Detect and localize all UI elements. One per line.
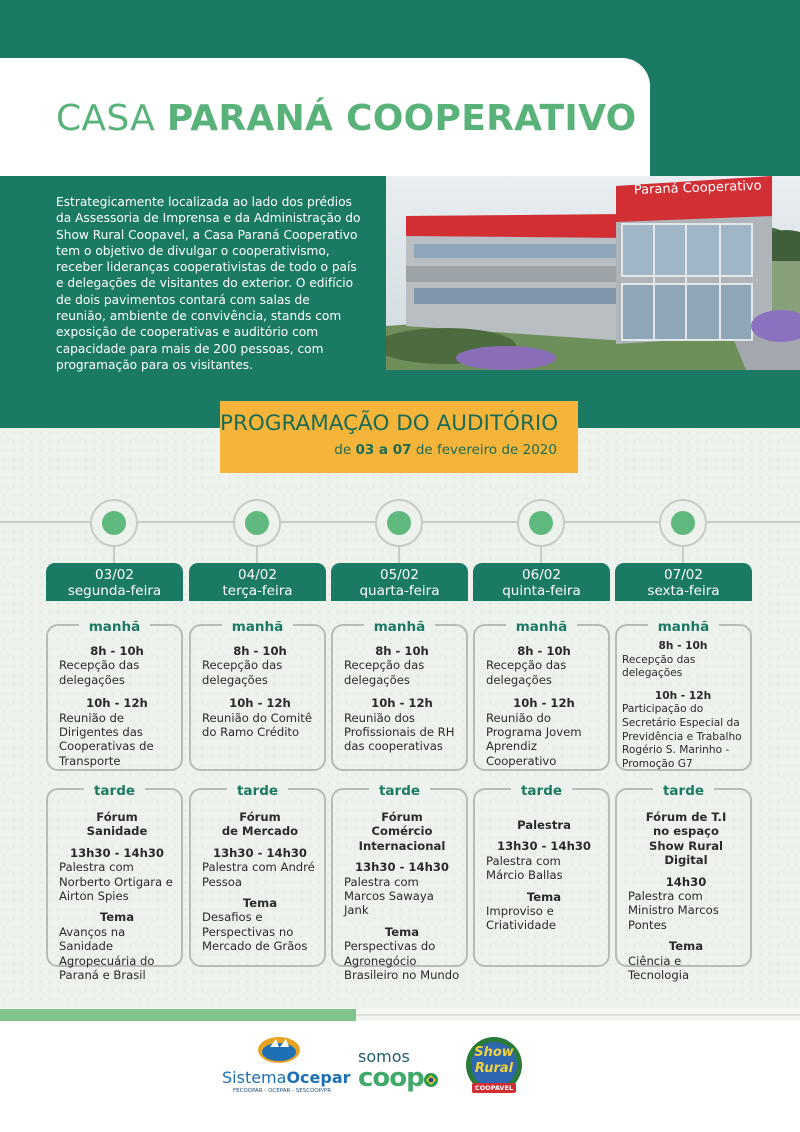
afternoon-talk: Palestra com Márcio Ballas	[486, 853, 563, 883]
afternoon-label: tarde	[369, 783, 430, 799]
somos-coop-logo	[358, 1043, 440, 1099]
show-rural-line2: Rural	[474, 1061, 514, 1076]
show-rural-banner: COOPAVEL	[474, 1084, 514, 1092]
program-banner	[220, 401, 578, 473]
morning-time-1: 8h - 10h	[658, 640, 708, 652]
building-illustration	[386, 176, 800, 370]
afternoon-talk: Palestra com Norberto Ortigara e Airton Spies	[59, 860, 173, 904]
morning-label: manhã	[79, 619, 151, 635]
afternoon-label: tarde	[511, 783, 572, 799]
day-weekday: terça-feira	[222, 583, 293, 599]
day-date: 03/02	[95, 567, 134, 583]
afternoon-time: 13h30 - 14h30	[70, 845, 164, 860]
morning-activity-2: Reunião dos Profissionais de RH das cooperativas	[344, 710, 455, 754]
program-sub-suffix: de fevereiro de 2020	[415, 442, 557, 458]
show-rural-line1: Show	[474, 1045, 514, 1060]
afternoon-panel	[473, 783, 610, 967]
morning-activity-2: Reunião de Dirigentes das Cooperativas de Transporte	[59, 710, 154, 768]
afternoon-panel	[615, 783, 752, 983]
footer-divider	[356, 1014, 800, 1016]
morning-time-1: 8h - 10h	[90, 644, 144, 658]
title-light: CASA	[56, 98, 156, 139]
morning-activity-2: Reunião do Comitê do Ramo Crédito	[202, 710, 312, 740]
afternoon-label: tarde	[84, 783, 145, 799]
show-rural-logo	[464, 1035, 524, 1105]
afternoon-talk: Palestra com Marcos Sawaya Jank	[344, 874, 434, 918]
footer-accent-bar	[0, 1009, 356, 1021]
ocepar-subtitle: FECOOPAR - OCEPAR - SESCOOP/PR	[232, 1088, 332, 1094]
morning-activity-1: Recepção das delegações	[344, 658, 425, 687]
day-header	[473, 563, 610, 601]
ocepar-emblem-icon	[256, 1035, 302, 1065]
morning-time-2: 10h - 12h	[229, 696, 291, 711]
brazil-flag-icon	[424, 1073, 438, 1087]
theme-text: Desafios e Perspectivas no Mercado de Grãos	[202, 910, 308, 954]
day-weekday: sexta-feira	[647, 583, 720, 599]
morning-label: manhã	[222, 619, 294, 635]
morning-panel	[473, 619, 610, 771]
theme-label: Tema	[384, 924, 420, 939]
afternoon-label: tarde	[227, 783, 288, 799]
theme-text: Improviso e Criatividade	[486, 904, 556, 933]
morning-activity-1: Recepção das delegações	[59, 658, 140, 687]
timeline-connector	[256, 546, 258, 563]
theme-label: Tema	[526, 889, 562, 904]
morning-time-2: 10h - 12h	[86, 696, 148, 711]
afternoon-heading: Fórum de Mercado	[221, 810, 299, 839]
afternoon-time: 13h30 - 14h30	[213, 845, 307, 860]
morning-activity-1: Recepção das delegações	[486, 658, 567, 687]
page-title	[56, 98, 637, 139]
program-sub-dates: 03 a 07	[355, 442, 412, 458]
sistema-ocepar-logo	[222, 1035, 351, 1105]
afternoon-time: 13h30 - 14h30	[355, 860, 449, 875]
afternoon-label: tarde	[653, 783, 714, 799]
theme-text: Ciência e Tecnologia	[628, 953, 690, 983]
timeline-marker-icon	[517, 499, 565, 547]
afternoon-talk: Palestra com André Pessoa	[202, 860, 315, 889]
coop-text: coop	[358, 1063, 424, 1093]
theme-label: Tema	[668, 939, 704, 954]
afternoon-time: 14h30	[665, 874, 707, 889]
timeline-connector	[113, 546, 115, 563]
morning-time-1: 8h - 10h	[233, 644, 287, 658]
program-sub-prefix: de	[334, 442, 352, 458]
timeline-marker-icon	[90, 499, 138, 547]
morning-label: manhã	[364, 619, 436, 635]
ocepar-name-bold: Ocepar	[286, 1068, 351, 1087]
ocepar-name-light: Sistema	[222, 1068, 287, 1087]
timeline-marker-icon	[233, 499, 281, 547]
day-date: 06/02	[522, 567, 561, 583]
day-header	[331, 563, 468, 601]
timeline-marker-icon	[659, 499, 707, 547]
afternoon-heading: Fórum Sanidade	[86, 810, 148, 839]
program-title: PROGRAMAÇÃO DO AUDITÓRIO	[220, 411, 559, 436]
morning-label: manhã	[648, 619, 720, 635]
afternoon-panel	[189, 783, 326, 967]
morning-panel	[615, 619, 752, 771]
day-weekday: quinta-feira	[502, 583, 581, 599]
morning-time-1: 8h - 10h	[517, 644, 571, 658]
afternoon-panel	[46, 783, 183, 983]
afternoon-heading: Fórum de T.I no espaço Show Rural Digital	[645, 810, 727, 868]
day-date: 07/02	[664, 567, 703, 583]
afternoon-heading: Palestra	[517, 818, 571, 832]
theme-label: Tema	[242, 896, 278, 911]
morning-time-1: 8h - 10h	[375, 644, 429, 658]
building-photo	[386, 176, 800, 370]
timeline-connector	[682, 546, 684, 563]
day-date: 05/02	[380, 567, 419, 583]
timeline-marker-icon	[375, 499, 423, 547]
morning-activity-1: Recepção das delegações	[202, 658, 283, 687]
day-weekday: quarta-feira	[359, 583, 440, 599]
afternoon-heading: Fórum Comércio Internacional	[358, 810, 446, 853]
morning-time-2: 10h - 12h	[371, 696, 433, 711]
morning-activity-2: Participação do Secretário Especial da Previdência e Trabalho Rogério S. Marinho - Promoção G7	[622, 703, 742, 770]
day-header	[46, 563, 183, 601]
day-header	[189, 563, 326, 601]
program-subtitle	[220, 442, 557, 458]
afternoon-talk: Palestra com Ministro Marcos Pontes	[628, 889, 719, 932]
morning-activity-2: Reunião do Programa Jovem Aprendiz Cooperativo	[486, 710, 582, 768]
morning-panel	[189, 619, 326, 771]
timeline-connector	[540, 546, 542, 563]
theme-label: Tema	[99, 910, 135, 925]
afternoon-time: 13h30 - 14h30	[497, 839, 591, 854]
building-sign: Paraná Cooperativo	[633, 178, 762, 198]
morning-label: manhã	[506, 619, 578, 635]
footer	[0, 1021, 800, 1132]
morning-time-2: 10h - 12h	[654, 689, 712, 702]
theme-text: Avanços na Sanidade Agropecuária do Paraná e Brasil	[59, 924, 155, 983]
day-header	[615, 563, 752, 601]
title-bold: PARANÁ COOPERATIVO	[166, 98, 637, 139]
somos-text: somos	[358, 1047, 410, 1066]
day-weekday: segunda-feira	[67, 583, 162, 599]
morning-panel	[46, 619, 183, 771]
intro-paragraph: Estrategicamente localizada ao lado dos prédios da Assessoria de Imprensa e da Administração do Show Rural Coopavel, a Casa Paraná Cooperativo tem o objetivo de divulgar o cooperativismo, receber lideranças cooperativistas de todo o país e delegações de visitantes do exterior. O edifício de dois pavimentos contará com salas de reunião, ambiente de convivência, stands com exposição de cooperativas e auditório com capacidade para mais de 200 pessoas, com programação para os visitantes.	[56, 195, 361, 372]
morning-activity-1: Recepção das delegações	[622, 653, 696, 680]
timeline-connector	[398, 546, 400, 563]
theme-text: Perspectivas do Agronegócio Brasileiro no Mundo	[344, 939, 460, 983]
morning-time-2: 10h - 12h	[513, 696, 575, 711]
afternoon-panel	[331, 783, 468, 983]
day-date: 04/02	[238, 567, 277, 583]
morning-panel	[331, 619, 468, 771]
